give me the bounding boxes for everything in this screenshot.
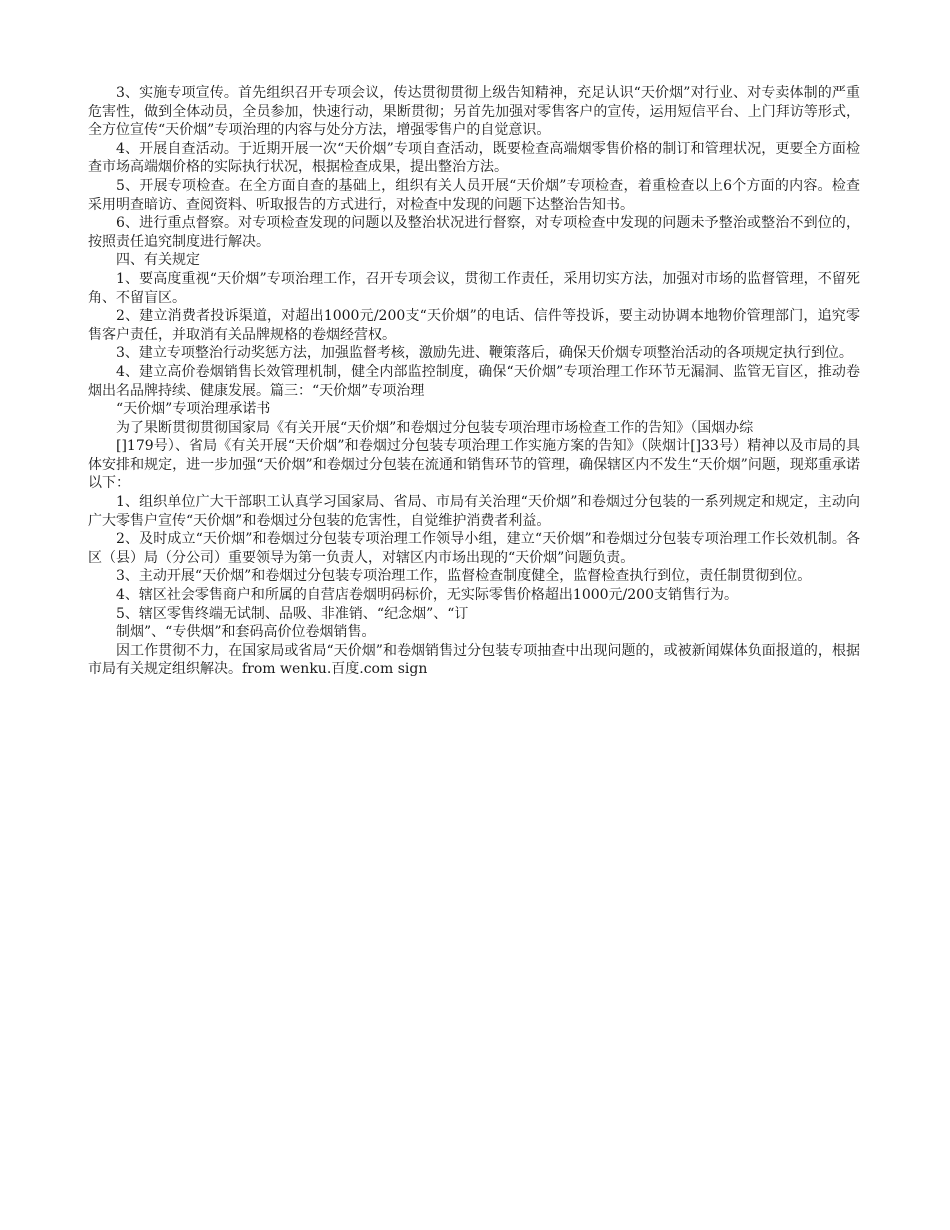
commitment-title: “天价烟”专项治理承诺书 xyxy=(116,401,271,418)
commitment-item-5: 5、辖区零售终端无试制、品吸、非准销、“纪念烟”、“订 xyxy=(116,605,469,622)
regulation-item-1: 1、要高度重视“天价烟”专项治理工作，召开专项会议，贯彻工作责任，采用切实方法，加强对市场的监督管理，不留死角、不留盲区。 xyxy=(88,270,860,306)
commitment-item-2: 2、及时成立“天价烟”和卷烟过分包装专项治理工作领导小组，建立“天价烟”和卷烟过分包装专项治理工作长效机制。各区（县）局（分公司）重要领导为第一负责人，对辖区内市场出现的“天价烟”问题负责。 xyxy=(88,531,860,566)
paragraph-6-supervision: 6、进行重点督察。对专项检查发现的问题以及整治状况进行督察，对专项检查中发现的问题未予整治或整治不到位的，按照责任追究制度进行解决。 xyxy=(88,215,860,250)
document-body xyxy=(88,84,860,679)
paragraph-4-self-inspection: 4、开展自查活动。于近期开展一次“天价烟”专项自查活动，既要检查高端烟零售价格的制订和管理状况，更要全方面检查市场高端烟价格的实际执行状况，根据检查成果，提出整治方法。 xyxy=(88,140,860,176)
paragraph-3-propaganda: 3、实施专项宣传。首先组织召开专项会议，传达贯彻贯彻上级告知精神，充足认识“天价烟”对行业、对专卖体制的严重危害性，做到全体动员，全员参加，快速行动，果断贯彻；另首先加强对零售客户的宣传，运用短信平台、上门拜访等形式，全方位宣传“天价烟”专项治理的内容与处分方法，增强零售户的自觉意识。 xyxy=(88,85,860,139)
commitment-closing: 因工作贯彻不力，在国家局或省局“天价烟”和卷烟销售过分包装专项抽查中出现问题的，或被新闻媒体负面报道的，根据市局有关规定组织解决。from wenku.百度.com sign xyxy=(88,642,860,678)
regulation-item-3: 3、建立专项整治行动奖惩方法，加强监督考核，激励先进、鞭策落后，确保天价烟专项整治活动的各项规定执行到位。 xyxy=(116,345,853,362)
regulation-item-2: 2、建立消费者投诉渠道，对超出1000元/200支“天价烟”的电话、信件等投诉，要主动协调本地物价管理部门，追究零售客户责任，并取消有关品牌规格的卷烟经营权。 xyxy=(88,308,860,343)
commitment-item-1: 1、组织单位广大干部职工认真学习国家局、省局、市局有关治理“天价烟”和卷烟过分包装的一系列规定和规定，主动向广大零售户宣传“天价烟”和卷烟过分包装的危害性，自觉维护消费者利益。 xyxy=(88,494,860,529)
paragraph-5-special-inspection: 5、开展专项检查。在全方面自查的基础上，组织有关人员开展“天价烟”专项检查，着重检查以上6个方面的内容。检查采用明查暗访、查阅资料、听取报告的方式进行，对检查中发现的问题下达整治告知书。 xyxy=(88,177,860,213)
commitment-item-3: 3、主动开展“天价烟”和卷烟过分包装专项治理工作，监督检查制度健全，监督检查执行到位，责任制贯彻到位。 xyxy=(116,568,812,585)
commitment-intro-continued: []179号）、省局《有关开展“天价烟”和卷烟过分包装专项治理工作实施方案的告知》（陕烟计[]33号）精神以及市局的具体安排和规定，进一步加强“天价烟”和卷烟过分包装在流通和销售环节的管理，确保辖区内不发生“天价烟”问题，现郑重承诺以下： xyxy=(88,438,860,492)
regulation-item-4: 4、建立高价卷烟销售长效管理机制，健全内部监控制度，确保“天价烟”专项治理工作环节无漏洞、监管无盲区，推动卷烟出名品牌持续、健康发展。篇三：“天价烟”专项治理 xyxy=(88,363,860,399)
commitment-item-5-continued: 制烟”、“专供烟”和套码高价位卷烟销售。 xyxy=(116,624,376,641)
section-heading-regulations: 四、有关规定 xyxy=(116,252,200,269)
commitment-intro: 为了果断贯彻贯彻国家局《有关开展“天价烟”和卷烟过分包装专项治理市场检查工作的告知》（国烟办综 xyxy=(116,419,754,436)
commitment-item-4: 4、辖区社会零售商户和所属的自营店卷烟明码标价，无实际零售价格超出1000元/200支销售行为。 xyxy=(116,587,738,604)
